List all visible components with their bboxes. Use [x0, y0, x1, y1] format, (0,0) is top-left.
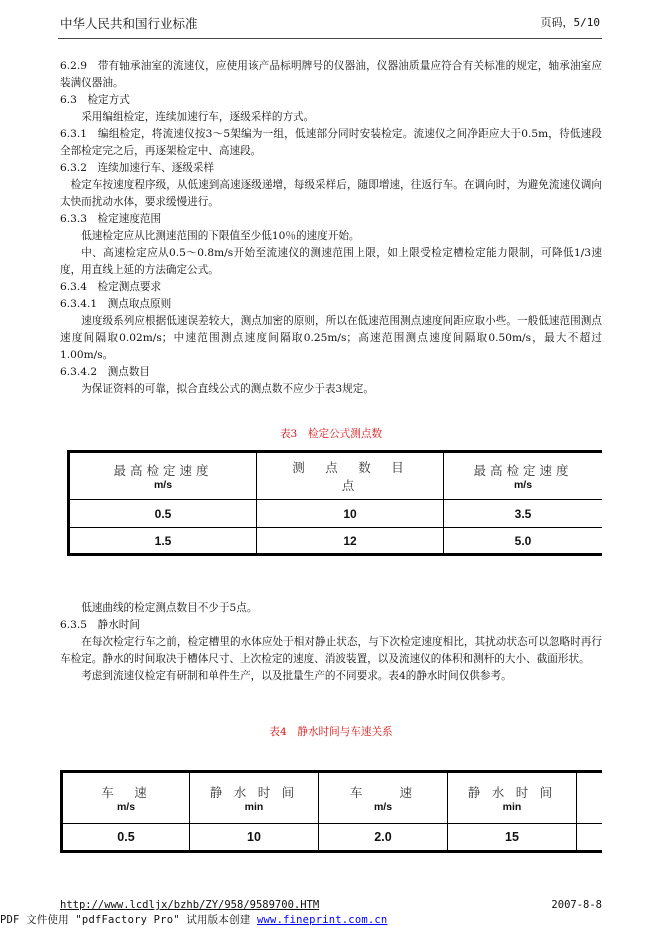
table-cell: 0.5: [69, 500, 257, 528]
table-cell: 1.5: [69, 528, 257, 555]
table4-h1: 车 速: [101, 786, 151, 800]
document-body: [60, 58, 602, 398]
table-cell: 12: [257, 528, 444, 555]
table3-header-cell: [444, 452, 603, 500]
para-6-3-4-2: 为保证资料的可靠，拟合直线公式的测点数不应少于表3规定。: [81, 383, 374, 395]
section-6-3-2: 6.3.2 连续加速行车、逐级采样: [60, 162, 215, 174]
section-6-3: 6.3 检定方式: [60, 94, 130, 106]
table4-h4: 静 水 时 间: [467, 786, 557, 800]
table-cell: 3.5: [444, 500, 603, 528]
table4-h2: 静 水 时 间: [209, 786, 299, 800]
table-cell: 10: [257, 500, 444, 528]
footer-url[interactable]: http://www.lcdljx/bzhb/ZY/958/9589700.HTM: [60, 899, 320, 911]
document-title: 中华人民共和国行业标准: [60, 16, 198, 31]
para-6-3-3-b: 中、高速检定应从0.5～0.8m/s开始至流速仪的测速范围上限，如上限受检定槽检定能力限制，可降低1/3速度，用直线上延的方法确定公式。: [60, 247, 602, 276]
table3-h3-unit: m/s: [513, 479, 533, 491]
section-6-3-4-2: 6.3.4.2 测点数目: [60, 366, 151, 378]
table3-h3: 最高检定速度: [473, 464, 573, 478]
pdf-note-text: PDF 文件使用 "pdfFactory Pro" 试用版本创建: [0, 914, 257, 926]
table-row: [69, 528, 603, 555]
table3-h2: 测 点 数 目: [292, 461, 408, 475]
document-body-continued: [60, 600, 602, 685]
table3: [67, 450, 602, 556]
table4-header-cell: [190, 772, 319, 824]
table4-header-cell: [448, 772, 577, 824]
table3-h2-unit: 点: [341, 479, 359, 493]
table4-cutoff-cell: [577, 772, 603, 824]
para-after-table3: 低速曲线的检定测点数目不少于5点。: [81, 602, 258, 614]
section-6-3-5: 6.3.5 静水时间: [60, 619, 140, 631]
section-6-3-3: 6.3.3 检定速度范围: [60, 213, 162, 225]
table3-h1: 最高检定速度: [113, 464, 213, 478]
table3-header-cell: [69, 452, 257, 500]
table3-header-cell: [257, 452, 444, 500]
fineprint-link[interactable]: www.fineprint.com.cn: [257, 914, 388, 926]
table-cell: 10: [190, 824, 319, 852]
table-cell: [577, 824, 603, 852]
footer-date: 2007-8-8: [551, 899, 602, 911]
para-6-3-1: 6.3.1 编组检定，将流速仪按3～5架编为一组，低速部分同时安装检定。流速仪之间净距应大于0.5m，待低速段全部检定完之后，再逐架检定中、高速段。: [60, 128, 602, 157]
table-row: [69, 500, 603, 528]
table-cell: 15: [448, 824, 577, 852]
para-6-3-5-b: 考虑到流速仪检定有研制和单件生产，以及批量生产的不同要求。表4的静水时间仅供参考。: [81, 670, 512, 682]
table4-h1-unit: m/s: [116, 801, 136, 813]
para-6-3: 采用编组检定，连续加速行车，逐级采样的方式。: [81, 111, 315, 123]
para-6-3-2: 检定车按速度程序级，从低速到高速逐级递增，每级采样后，随即增速，往返行车。在调向时，为避免流速仪调向太快而扰动水体，要求缓慢进行。: [60, 179, 602, 208]
section-6-3-4: 6.3.4 检定测点要求: [60, 281, 162, 293]
para-6-3-3-a: 低速检定应从比测速范围的下限值至少低10％的速度开始。: [81, 230, 360, 242]
table4-header-cell: [319, 772, 448, 824]
table3-caption: 表3 检定公式测点数: [279, 428, 383, 440]
table4: [60, 770, 602, 853]
table-row: [62, 824, 603, 852]
table4-caption: 表4 静水时间与车速关系: [269, 726, 393, 738]
page-header: [60, 14, 600, 34]
table3-h1-unit: m/s: [153, 479, 173, 491]
para-6-3-5-a: 在每次检定行车之前，检定槽里的水体应处于相对静止状态，与下次检定速度相比，其扰动状态可以忽略时再行车检定。静水的时间取决于槽体尺寸、上次检定的速度、消波装置，以及流速仪的体积和测杆的大小、截面形状。: [60, 636, 602, 665]
para-6-2-9: 6.2.9 带有轴承油室的流速仪，应使用该产品标明牌号的仪器油，仪器油质量应符合有关标准的规定，轴承油室应装满仪器油。: [60, 60, 602, 89]
page-number: 页码，5/10: [540, 16, 600, 29]
table4-header-cell: [62, 772, 190, 824]
table-cell: 0.5: [62, 824, 190, 852]
table4-h2-unit: min: [244, 801, 264, 813]
table4-h4-unit: min: [502, 801, 522, 813]
table-cell: 2.0: [319, 824, 448, 852]
table4-h3-unit: m/s: [373, 801, 393, 813]
para-6-3-4-1: 速度级系列应根据低速误差较大，测点加密的原则，所以在低速范围测点速度间距应取小些。一般低速范围测点速度间隔取0.02m/s；中速范围测点速度间隔取0.25m/s；高速范围测点速度间隔取0.50m/s，最大不超过1.00m/s。: [60, 315, 602, 361]
pdf-watermark-note: [0, 912, 662, 927]
table4-h3: 车 速: [349, 786, 416, 800]
header-divider: [58, 38, 602, 39]
table-cell: 5.0: [444, 528, 603, 555]
section-6-3-4-1: 6.3.4.1 测点取点原则: [60, 298, 172, 310]
